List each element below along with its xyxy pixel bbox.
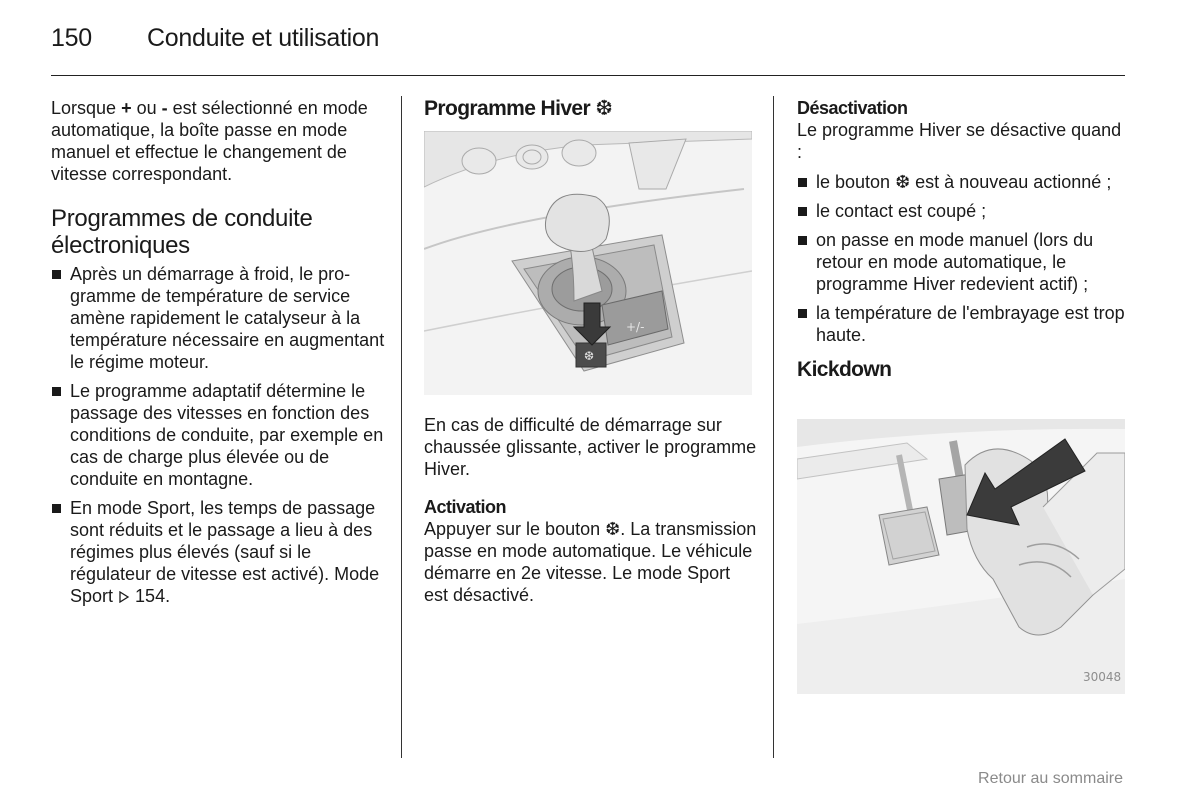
list-item: on passe en mode manuel (lors du retour en mode automatique, le programme Hiver redevient actif) ; — [797, 229, 1127, 295]
page-reference-icon — [118, 586, 130, 606]
column-2 — [424, 97, 759, 121]
section-heading-programmes: Programmes de conduite électroniques — [51, 205, 313, 259]
deactivation-list — [797, 171, 1127, 346]
figure-number: 30048 — [1083, 670, 1122, 684]
page-reference-link[interactable]: 154. — [135, 586, 171, 606]
kickdown-heading: Kickdown — [797, 358, 892, 381]
column-divider-2 — [773, 96, 774, 758]
svg-text:+/-: +/- — [626, 320, 645, 334]
column-2-text — [424, 414, 759, 606]
section-heading-winter: Programme Hiver ❆ — [424, 97, 613, 120]
list-item: En mode Sport, les temps de passage sont réduits et le passage a lieu à des régimes plus élevés (sauf si le régulateur de vitesse est activé). Mode Sport 154. — [51, 497, 385, 607]
page-number: 150 — [51, 24, 92, 52]
page-title: Conduite et utilisation — [147, 24, 380, 52]
activation-paragraph: Appuyer sur le bouton ❆. La transmission passe en mode automatique. Le véhicule démarre en 2e vitesse. Le mode Sport est désactivé. — [424, 519, 757, 605]
list-item: le contact est coupé ; — [797, 200, 1127, 222]
column-3 — [797, 97, 1127, 382]
list-item: la température de l'embrayage est trop haute. — [797, 302, 1127, 346]
back-to-contents-link[interactable]: Retour au sommaire — [978, 770, 1123, 787]
snowflake-icon: ❆ — [605, 519, 621, 539]
deactivation-heading: Désactivation — [797, 98, 908, 118]
snowflake-icon: ❆ — [595, 97, 613, 120]
winter-paragraph: En cas de difficulté de démarrage sur chaussée glissante, activer le programme Hiver. — [424, 415, 757, 479]
list-item: le bouton ❆ est à nouveau actionné ; — [797, 171, 1127, 193]
snowflake-icon: ❆ — [895, 172, 911, 192]
page-header — [51, 24, 379, 53]
gear-selector-illustration — [424, 131, 752, 395]
programmes-list — [51, 263, 385, 607]
column-1 — [51, 97, 385, 614]
activation-heading: Activation — [424, 497, 507, 517]
intro-paragraph: Lorsque + ou - est sélectionné en mode automatique, la boîte passe en mode manuel et effectue le changement de vitesse correspondant. — [51, 98, 368, 184]
header-rule — [51, 75, 1125, 76]
list-item: Après un démarrage à froid, le programme de température de service amène rapidement le catalyseur à la température nécessaire en augmentant le régime moteur. — [51, 263, 385, 373]
list-item: Le programme adaptatif détermine le passage des vitesses en fonction des conditions de conduite, par exemple en cas de charge plus élevée ou de conduite en montagne. — [51, 380, 385, 490]
svg-text:❆: ❆ — [584, 349, 595, 363]
deactivation-intro: Le programme Hiver se désactive quand : — [797, 120, 1122, 162]
column-divider-1 — [401, 96, 402, 758]
kickdown-illustration — [797, 419, 1125, 694]
